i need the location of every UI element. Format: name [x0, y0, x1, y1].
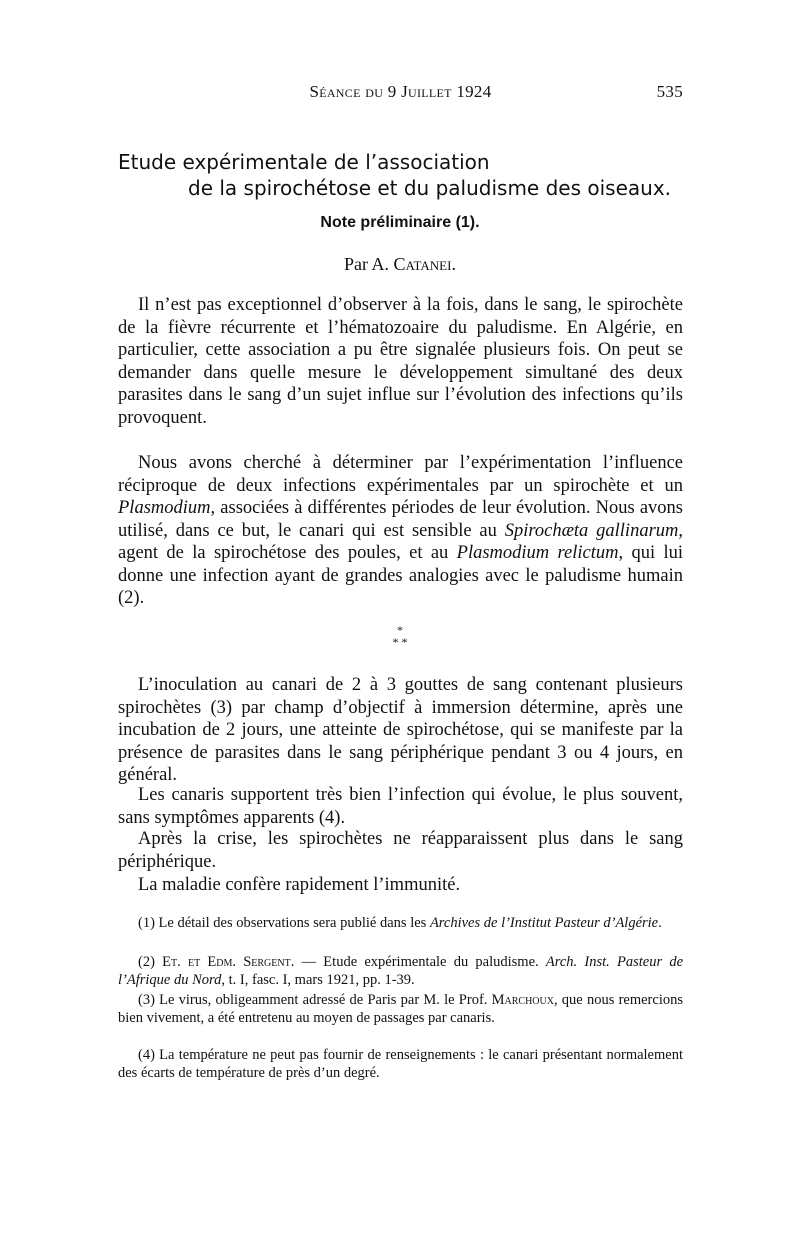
footnote-3-text-b: , que nous remercions bien vivement, a été entretenu au moyen de passages par canaris.	[118, 992, 683, 1026]
paragraph-2-text-d: , qui lui donne une infection ayant de grandes analogies avec le paludisme humain (2).	[118, 543, 684, 608]
running-title: Séance du 9 Juillet 1924	[309, 82, 492, 101]
footnote-2-text-b: — Etude expérimentale du paludisme.	[294, 954, 546, 970]
author-prefix: Par A.	[344, 254, 394, 274]
spirochaeta-term: Spirochæta gallinarum	[504, 520, 679, 541]
footnote-2	[118, 953, 683, 989]
footnote-2-marker: (2)	[138, 954, 163, 970]
footnote-4: (4) La température ne peut pas fournir de renseignements : le canari présentant normalement des écarts de température de près d’un degré.	[118, 1047, 683, 1081]
footnote-3-text-a: (3) Le virus, obligeamment adressé de Paris par M. le Prof.	[138, 992, 492, 1008]
footnote-3	[118, 991, 683, 1027]
footnote-1-text-b: .	[658, 915, 662, 931]
article-title-line-1: Etude expérimentale de l’association	[118, 150, 490, 174]
plasmodium-relictum-term: Plasmodium relictum	[456, 543, 619, 563]
asterism-top: *	[397, 623, 403, 637]
author-name: Catanei.	[393, 254, 456, 274]
asterism-bottom: * *	[392, 635, 408, 649]
article-subtitle: Note préliminaire (1).	[320, 214, 480, 231]
footnote-1	[118, 914, 683, 932]
author-line	[0, 254, 800, 275]
paragraph-5: Après la crise, les spirochètes ne réapparaissent plus dans le sang périphérique.	[118, 829, 683, 872]
paragraph-2-text-b: , associées à différentes périodes de leur évolution. Nous avons utilisé, dans ce but, le canari qui est sensible au	[118, 498, 683, 541]
footnote-2-text-c: , t. I, fasc. I, mars 1921, pp. 1-39.	[221, 972, 415, 988]
paragraph-2	[118, 452, 683, 610]
running-head	[118, 82, 683, 106]
paragraph-6: La maladie confère rapidement l’immunité.	[138, 875, 461, 895]
footnote-3-name: Marchoux	[491, 992, 554, 1008]
footnote-1-text-a: (1) Le détail des observations sera publié dans les	[138, 915, 430, 931]
footnote-1-journal: Archives de l’Institut Pasteur d’Algérie	[429, 915, 659, 931]
paragraph-1: Il n’est pas exceptionnel d’observer à la fois, dans le sang, le spirochète de la fièvre récurrente et l’hématozoaire du paludisme. En Algérie, en particulier, cette association a pu être signalée plusieurs fois. On peut se demander dans quelle mesure le développement simultané des deux parasites dans le sang d’un sujet influe sur l’évolution des infections qu’ils provoquent.	[118, 295, 683, 428]
footnote-2-journal: Arch. Inst. Pasteur de l’Afrique du Nord	[118, 954, 684, 988]
plasmodium-term: Plasmodium	[118, 498, 211, 518]
footnote-2-authors: Et. et Edm. Sergent.	[162, 954, 295, 970]
paragraph-3: L’inoculation au canari de 2 à 3 gouttes de sang contenant plusieurs spirochètes (3) par champ d’objectif à immersion détermine, après une incubation de 2 jours, une atteinte de spirochétose, qui se manifeste par la présence de parasites dans le sang périphérique pendant 3 ou 4 jours, en général.	[118, 675, 683, 785]
page-number: 535	[656, 82, 683, 101]
section-asterism	[0, 624, 800, 648]
paragraph-4: Les canaris supportent très bien l’infection qui évolue, le plus souvent, sans symptômes apparents (4).	[118, 785, 683, 828]
article-title-line-2: de la spirochétose et du paludisme des oiseaux.	[188, 176, 672, 200]
paragraph-2-text-c: , agent de la spirochétose des poules, et au	[118, 520, 683, 563]
paragraph-2-text-a: Nous avons cherché à déterminer par l’expérimentation l’influence réciproque de deux infections expérimentales par un spirochète et un	[118, 453, 683, 496]
